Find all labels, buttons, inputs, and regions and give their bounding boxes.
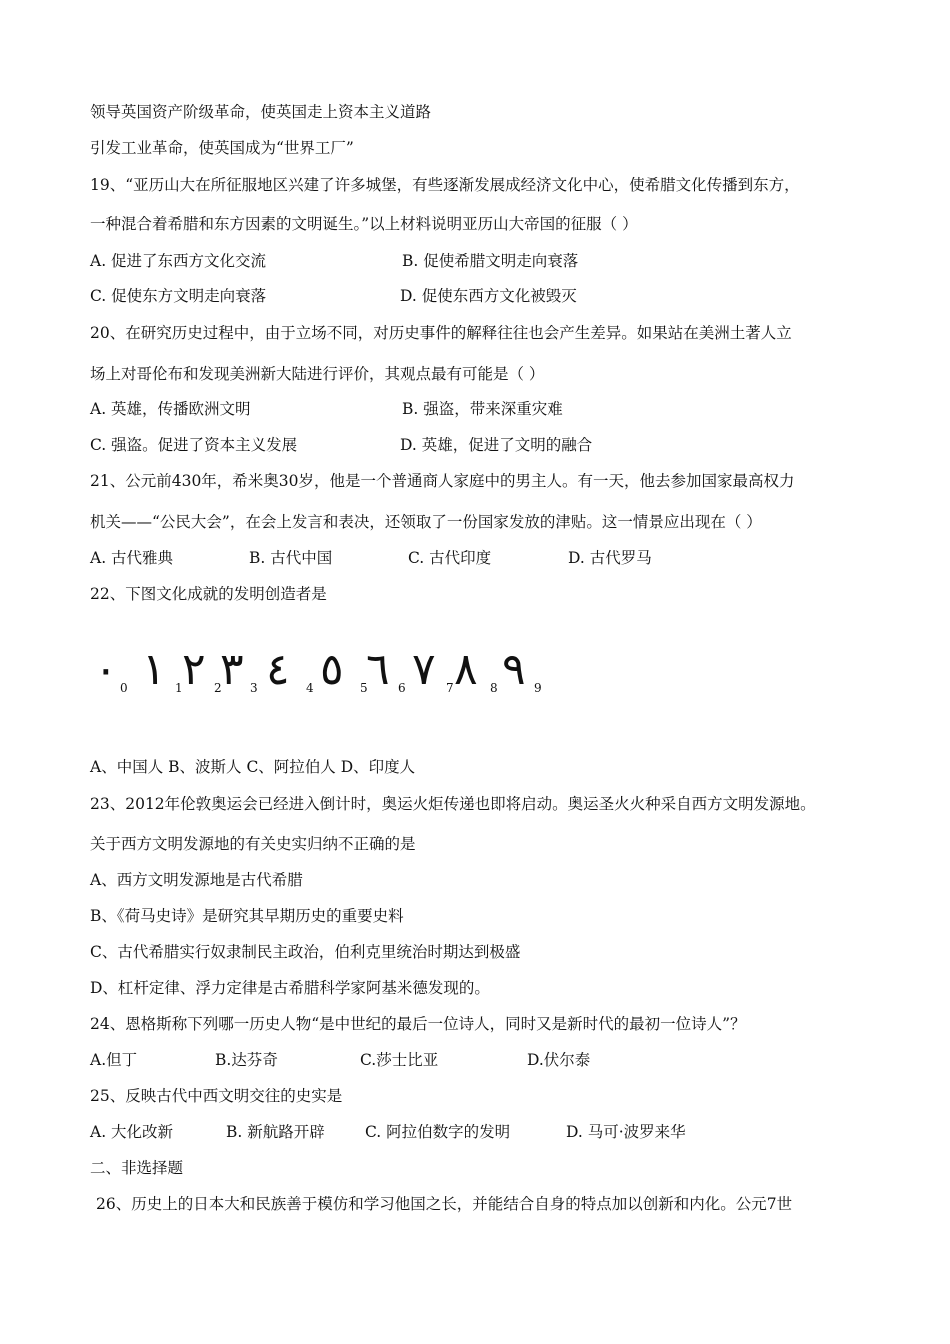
numeral-label-9: 9 (534, 681, 542, 695)
text-line-2: 引发工业革命，使英国成为“世界工厂” (90, 139, 354, 157)
q24-option-c: C.莎士比亚 (360, 1051, 439, 1069)
question-22-options: A、中国人 B、波斯人 C、阿拉伯人 D、印度人 (90, 758, 416, 776)
numeral-glyph-9: ٩ (502, 644, 526, 695)
q25-option-c: C. 阿拉伯数字的发明 (365, 1123, 511, 1141)
numeral-glyph-5: ٥ (320, 644, 344, 695)
q20-option-a: A. 英雄，传播欧洲文明 (90, 400, 251, 418)
text-line-1: 领导英国资产阶级革命，使英国走上资本主义道路 (90, 103, 432, 121)
q24-option-b: B.达芬奇 (215, 1051, 278, 1069)
q19-option-a: A. 促进了东西方文化交流 (90, 252, 267, 270)
numeral-label-1: 1 (175, 681, 183, 695)
q23-option-b: B、《荷马史诗》是研究其早期历史的重要史料 (90, 907, 404, 925)
question-25-stem: 25、反映古代中西文明交往的史实是 (90, 1087, 343, 1105)
numeral-glyph-2: ٢ (182, 644, 206, 695)
q19-option-d: D. 促使东西方文化被毁灭 (400, 287, 577, 305)
numeral-label-4: 4 (306, 681, 314, 695)
numeral-label-3: 3 (250, 681, 258, 695)
question-21-stem-1: 21、公元前430年，希米奥30岁，他是一个普通商人家庭中的男主人。有一天，他去参加国家最高权力 (90, 472, 795, 490)
numeral-glyph-0: ٠ (94, 644, 118, 695)
question-21-stem-2: 机关——“公民大会”，在会上发言和表决，还领取了一份国家发放的津贴。这一情景应出现在（ ） (90, 513, 762, 531)
question-20-stem-1: 20、在研究历史过程中，由于立场不同，对历史事件的解释往往也会产生差异。如果站在美洲土著人立 (90, 324, 792, 342)
question-24-stem: 24、恩格斯称下列哪一历史人物“是中世纪的最后一位诗人，同时又是新时代的最初一位诗人”？ (90, 1015, 746, 1033)
question-26-stem: 26、历史上的日本大和民族善于模仿和学习他国之长，并能结合自身的特点加以创新和内化。公元7世 (96, 1195, 793, 1213)
numeral-glyph-4: ٤ (266, 644, 290, 695)
numeral-glyph-8: ٨ (454, 644, 478, 695)
q25-option-a: A. 大化改新 (90, 1123, 174, 1141)
numeral-label-0: 0 (120, 681, 128, 695)
arabic-numerals-figure (90, 644, 610, 708)
q21-option-c: C. 古代印度 (408, 549, 492, 567)
question-20-stem-2: 场上对哥伦布和发现美洲新大陆进行评价，其观点最有可能是（ ） (90, 365, 545, 383)
question-23-stem-2: 关于西方文明发源地的有关史实归纳不正确的是 (90, 835, 416, 853)
section-heading-non-choice: 二、非选择题 (90, 1159, 184, 1177)
numeral-label-5: 5 (360, 681, 368, 695)
q23-option-d: D、杠杆定律、浮力定律是古希腊科学家阿基米德发现的。 (90, 979, 490, 997)
q24-option-a: A.但丁 (90, 1051, 138, 1069)
numeral-label-2: 2 (214, 681, 222, 695)
numeral-label-6: 6 (398, 681, 406, 695)
numeral-glyph-6: ٦ (366, 644, 390, 695)
numeral-glyph-7: ٧ (412, 644, 436, 695)
q20-option-d: D. 英雄，促进了文明的融合 (400, 436, 593, 454)
q19-option-b: B. 促使希腊文明走向衰落 (402, 252, 579, 270)
question-19-stem-2: 一种混合着希腊和东方因素的文明诞生。”以上材料说明亚历山大帝国的征服（ ） (90, 215, 638, 233)
numeral-label-7: 7 (446, 681, 454, 695)
q25-option-d: D. 马可·波罗来华 (566, 1123, 686, 1141)
q21-option-d: D. 古代罗马 (568, 549, 652, 567)
q23-option-a: A、西方文明发源地是古代希腊 (90, 871, 303, 889)
q23-option-c: C、古代希腊实行奴隶制民主政治，伯利克里统治时期达到极盛 (90, 943, 521, 961)
numeral-label-8: 8 (490, 681, 498, 695)
numeral-glyph-1: ١ (142, 644, 166, 695)
q25-option-b: B. 新航路开辟 (226, 1123, 325, 1141)
q21-option-a: A. 古代雅典 (90, 549, 174, 567)
numeral-glyph-3: ٣ (220, 644, 244, 695)
q24-option-d: D.伏尔泰 (527, 1051, 591, 1069)
question-22-stem: 22、下图文化成就的发明创造者是 (90, 585, 327, 603)
q20-option-b: B. 强盗，带来深重灾难 (402, 400, 563, 418)
q19-option-c: C. 促使东方文明走向衰落 (90, 287, 267, 305)
q21-option-b: B. 古代中国 (249, 549, 333, 567)
question-19-stem-1: 19、“亚历山大在所征服地区兴建了许多城堡，有些逐渐发展成经济文化中心，使希腊文化传播到东方， (90, 176, 800, 194)
question-23-stem-1: 23、2012年伦敦奥运会已经进入倒计时，奥运火炬传递也即将启动。奥运圣火火种采自西方文明发源地。 (90, 795, 816, 813)
q20-option-c: C. 强盗。促进了资本主义发展 (90, 436, 298, 454)
